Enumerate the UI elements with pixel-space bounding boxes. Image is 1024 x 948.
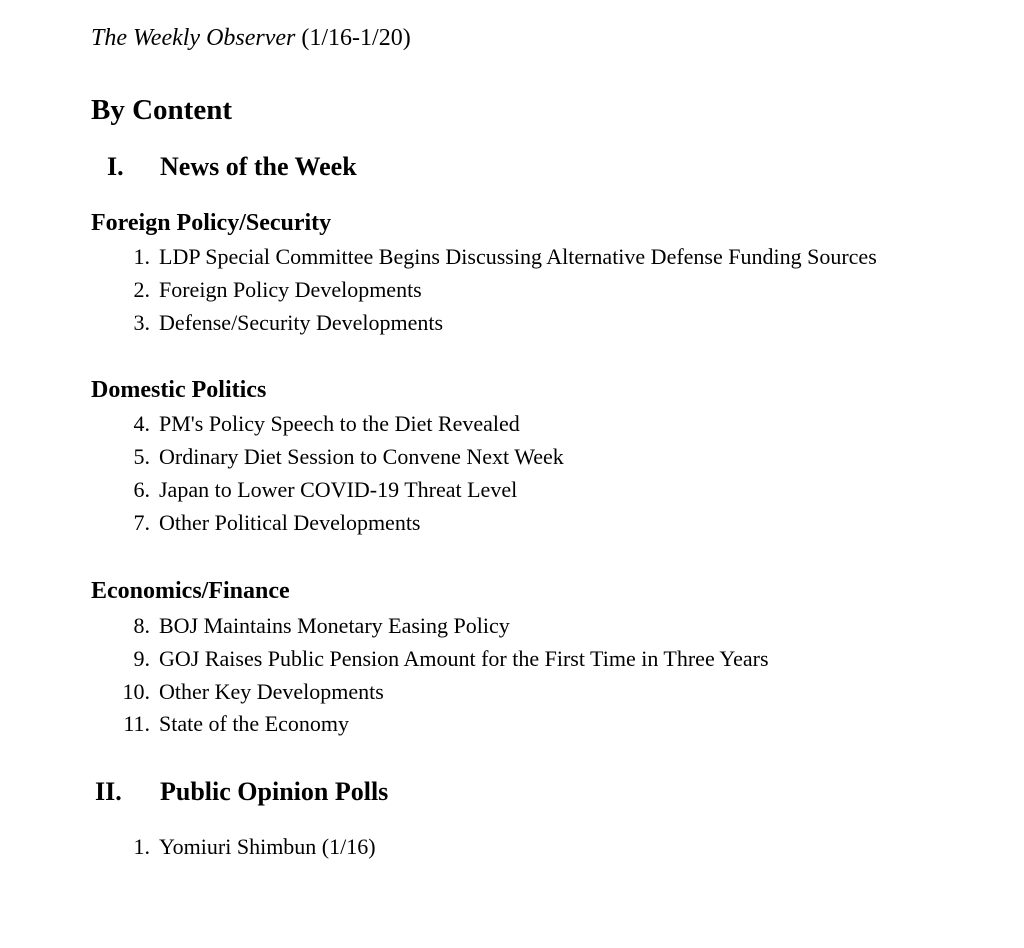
item-number: 6. <box>133 477 150 502</box>
item-title[interactable]: State of the Economy <box>159 711 350 736</box>
part-numeral: II. <box>95 777 122 806</box>
item-number: 8. <box>133 613 150 638</box>
part-heading-news-of-the-week <box>107 151 507 183</box>
item-number: 3. <box>133 310 150 335</box>
toc-item[interactable] <box>0 242 1024 272</box>
item-title[interactable]: Other Political Developments <box>159 510 421 535</box>
item-title[interactable]: Japan to Lower COVID-19 Threat Level <box>159 477 518 502</box>
toc-item[interactable] <box>0 611 1024 641</box>
item-title[interactable]: BOJ Maintains Monetary Easing Policy <box>159 613 510 638</box>
toc-item[interactable] <box>0 832 1024 862</box>
toc-item[interactable] <box>0 409 1024 439</box>
item-number: 10. <box>122 679 150 704</box>
toc-item[interactable] <box>0 442 1024 472</box>
part-title: Public Opinion Polls <box>160 777 389 806</box>
toc-item[interactable] <box>0 709 1024 739</box>
section-heading-domestic-politics: Domestic Politics <box>91 377 267 403</box>
item-title[interactable]: Defense/Security Developments <box>159 310 444 335</box>
by-content-heading: By Content <box>91 94 232 126</box>
part-heading-public-opinion-polls <box>95 776 495 808</box>
item-number: 1. <box>133 244 150 269</box>
item-title[interactable]: Yomiuri Shimbun (1/16) <box>159 834 376 859</box>
document-title <box>91 22 411 54</box>
publication-name: The Weekly Observer <box>91 25 296 51</box>
item-number: 5. <box>133 444 150 469</box>
date-range: (1/16-1/20) <box>301 25 411 51</box>
toc-item[interactable] <box>0 308 1024 338</box>
item-number: 9. <box>133 646 150 671</box>
section-heading-foreign-policy-security: Foreign Policy/Security <box>91 210 332 236</box>
item-title[interactable]: Other Key Developments <box>159 679 384 704</box>
section-heading-economics-finance: Economics/Finance <box>91 578 290 604</box>
item-title[interactable]: Ordinary Diet Session to Convene Next Week <box>159 444 564 469</box>
toc-item[interactable] <box>0 475 1024 505</box>
part-title: News of the Week <box>160 152 357 181</box>
item-number: 2. <box>133 277 150 302</box>
item-title[interactable]: GOJ Raises Public Pension Amount for the First Time in Three Years <box>159 646 769 671</box>
item-title[interactable]: LDP Special Committee Begins Discussing Alternative Defense Funding Sources <box>159 244 877 269</box>
toc-item[interactable] <box>0 644 1024 674</box>
item-title[interactable]: PM's Policy Speech to the Diet Revealed <box>159 411 520 436</box>
part-numeral: I. <box>107 152 124 181</box>
toc-item[interactable] <box>0 508 1024 538</box>
item-number: 7. <box>133 510 150 535</box>
item-number: 1. <box>133 834 150 859</box>
toc-item[interactable] <box>0 275 1024 305</box>
item-number: 4. <box>133 411 150 436</box>
toc-item[interactable] <box>0 677 1024 707</box>
item-title[interactable]: Foreign Policy Developments <box>159 277 422 302</box>
item-number: 11. <box>123 711 150 736</box>
